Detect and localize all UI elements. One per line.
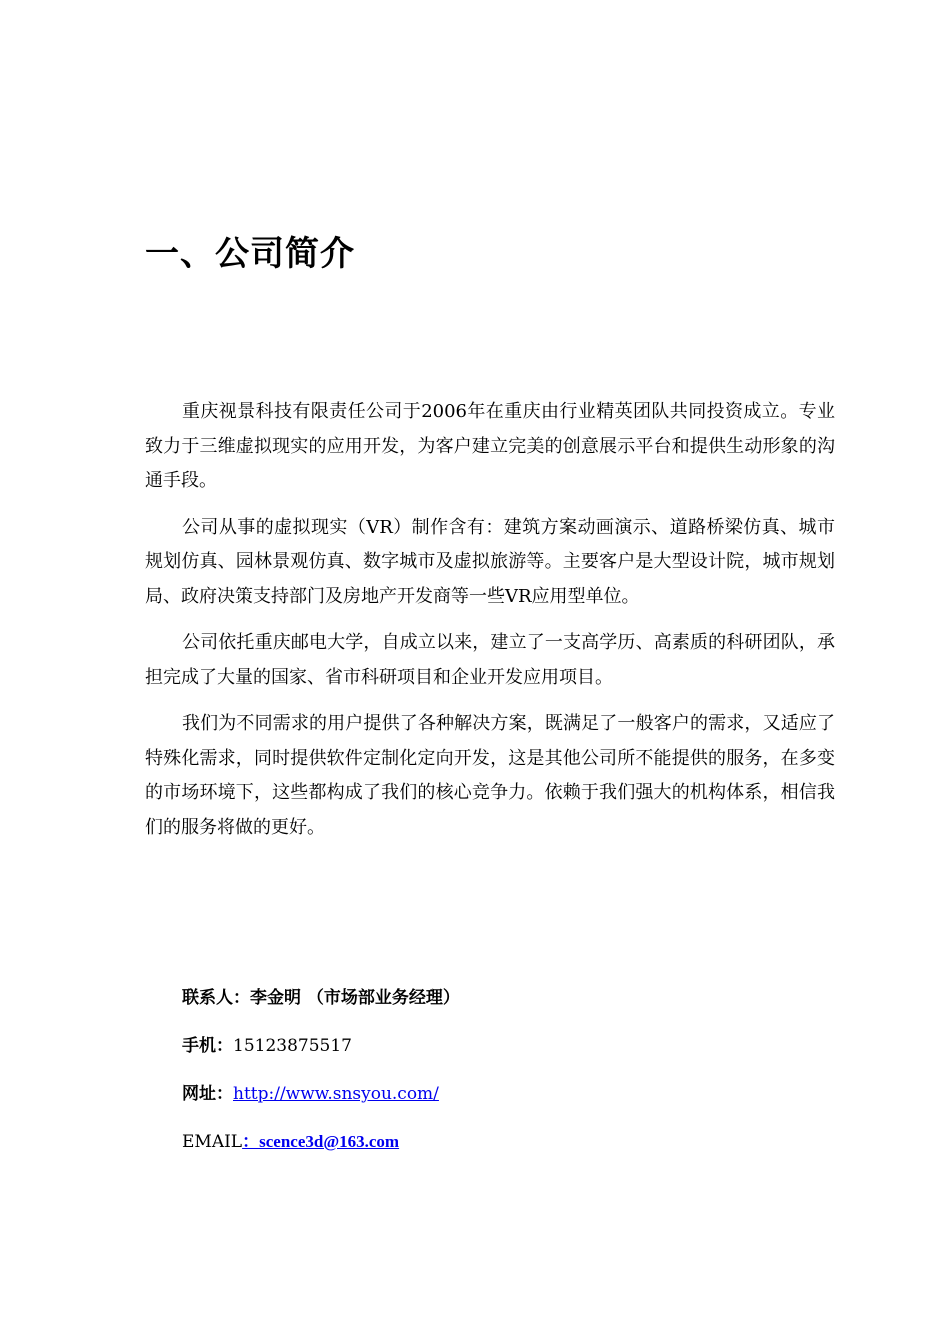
- phone-value: 15123875517: [233, 1036, 352, 1056]
- paragraph-team: 公司依托重庆邮电大学，自成立以来，建立了一支高学历、高素质的科研团队，承担完成了大量的国家、省市科研项目和企业开发应用项目。: [145, 632, 835, 688]
- contact-person: [182, 984, 782, 1032]
- email-link[interactable]: ：scence3d@163.com: [242, 1132, 400, 1151]
- phone-label: 手机：: [182, 1036, 233, 1056]
- paragraph-intro: 重庆视景科技有限责任公司于2006年在重庆由行业精英团队共同投资成立。专业致力于三维虚拟现实的应用开发，为客户建立完美的创意展示平台和提供生动形象的沟通手段。: [145, 401, 835, 491]
- website-link[interactable]: http://www.snsyou.com/: [233, 1084, 439, 1104]
- contact-website: [182, 1080, 782, 1128]
- contact-person-label: 联系人：: [182, 988, 250, 1008]
- contact-person-value: 李金明 （市场部业务经理）: [250, 988, 460, 1008]
- contact-email: [182, 1128, 782, 1176]
- contact-phone: [182, 1032, 782, 1080]
- email-label: EMAIL: [182, 1132, 243, 1152]
- contact-info: [182, 984, 782, 1176]
- website-label: 网址：: [182, 1084, 233, 1104]
- paragraph-competitiveness: 我们为不同需求的用户提供了各种解决方案，既满足了一般客户的需求，又适应了特殊化需求，同时提供软件定制化定向开发，这是其他公司所不能提供的服务，在多变的市场环境下，这些都构成了我们的核心竞争力。依赖于我们强大的机构体系，相信我们的服务将做的更好。: [145, 713, 835, 838]
- paragraph-services: 公司从事的虚拟现实（VR）制作含有：建筑方案动画演示、道路桥梁仿真、城市规划仿真、园林景观仿真、数字城市及虚拟旅游等。主要客户是大型设计院，城市规划局、政府决策支持部门及房地产开发商等一些VR应用型单位。: [145, 516, 835, 607]
- page-title: 一、公司简介: [145, 234, 355, 274]
- company-introduction: [145, 395, 835, 857]
